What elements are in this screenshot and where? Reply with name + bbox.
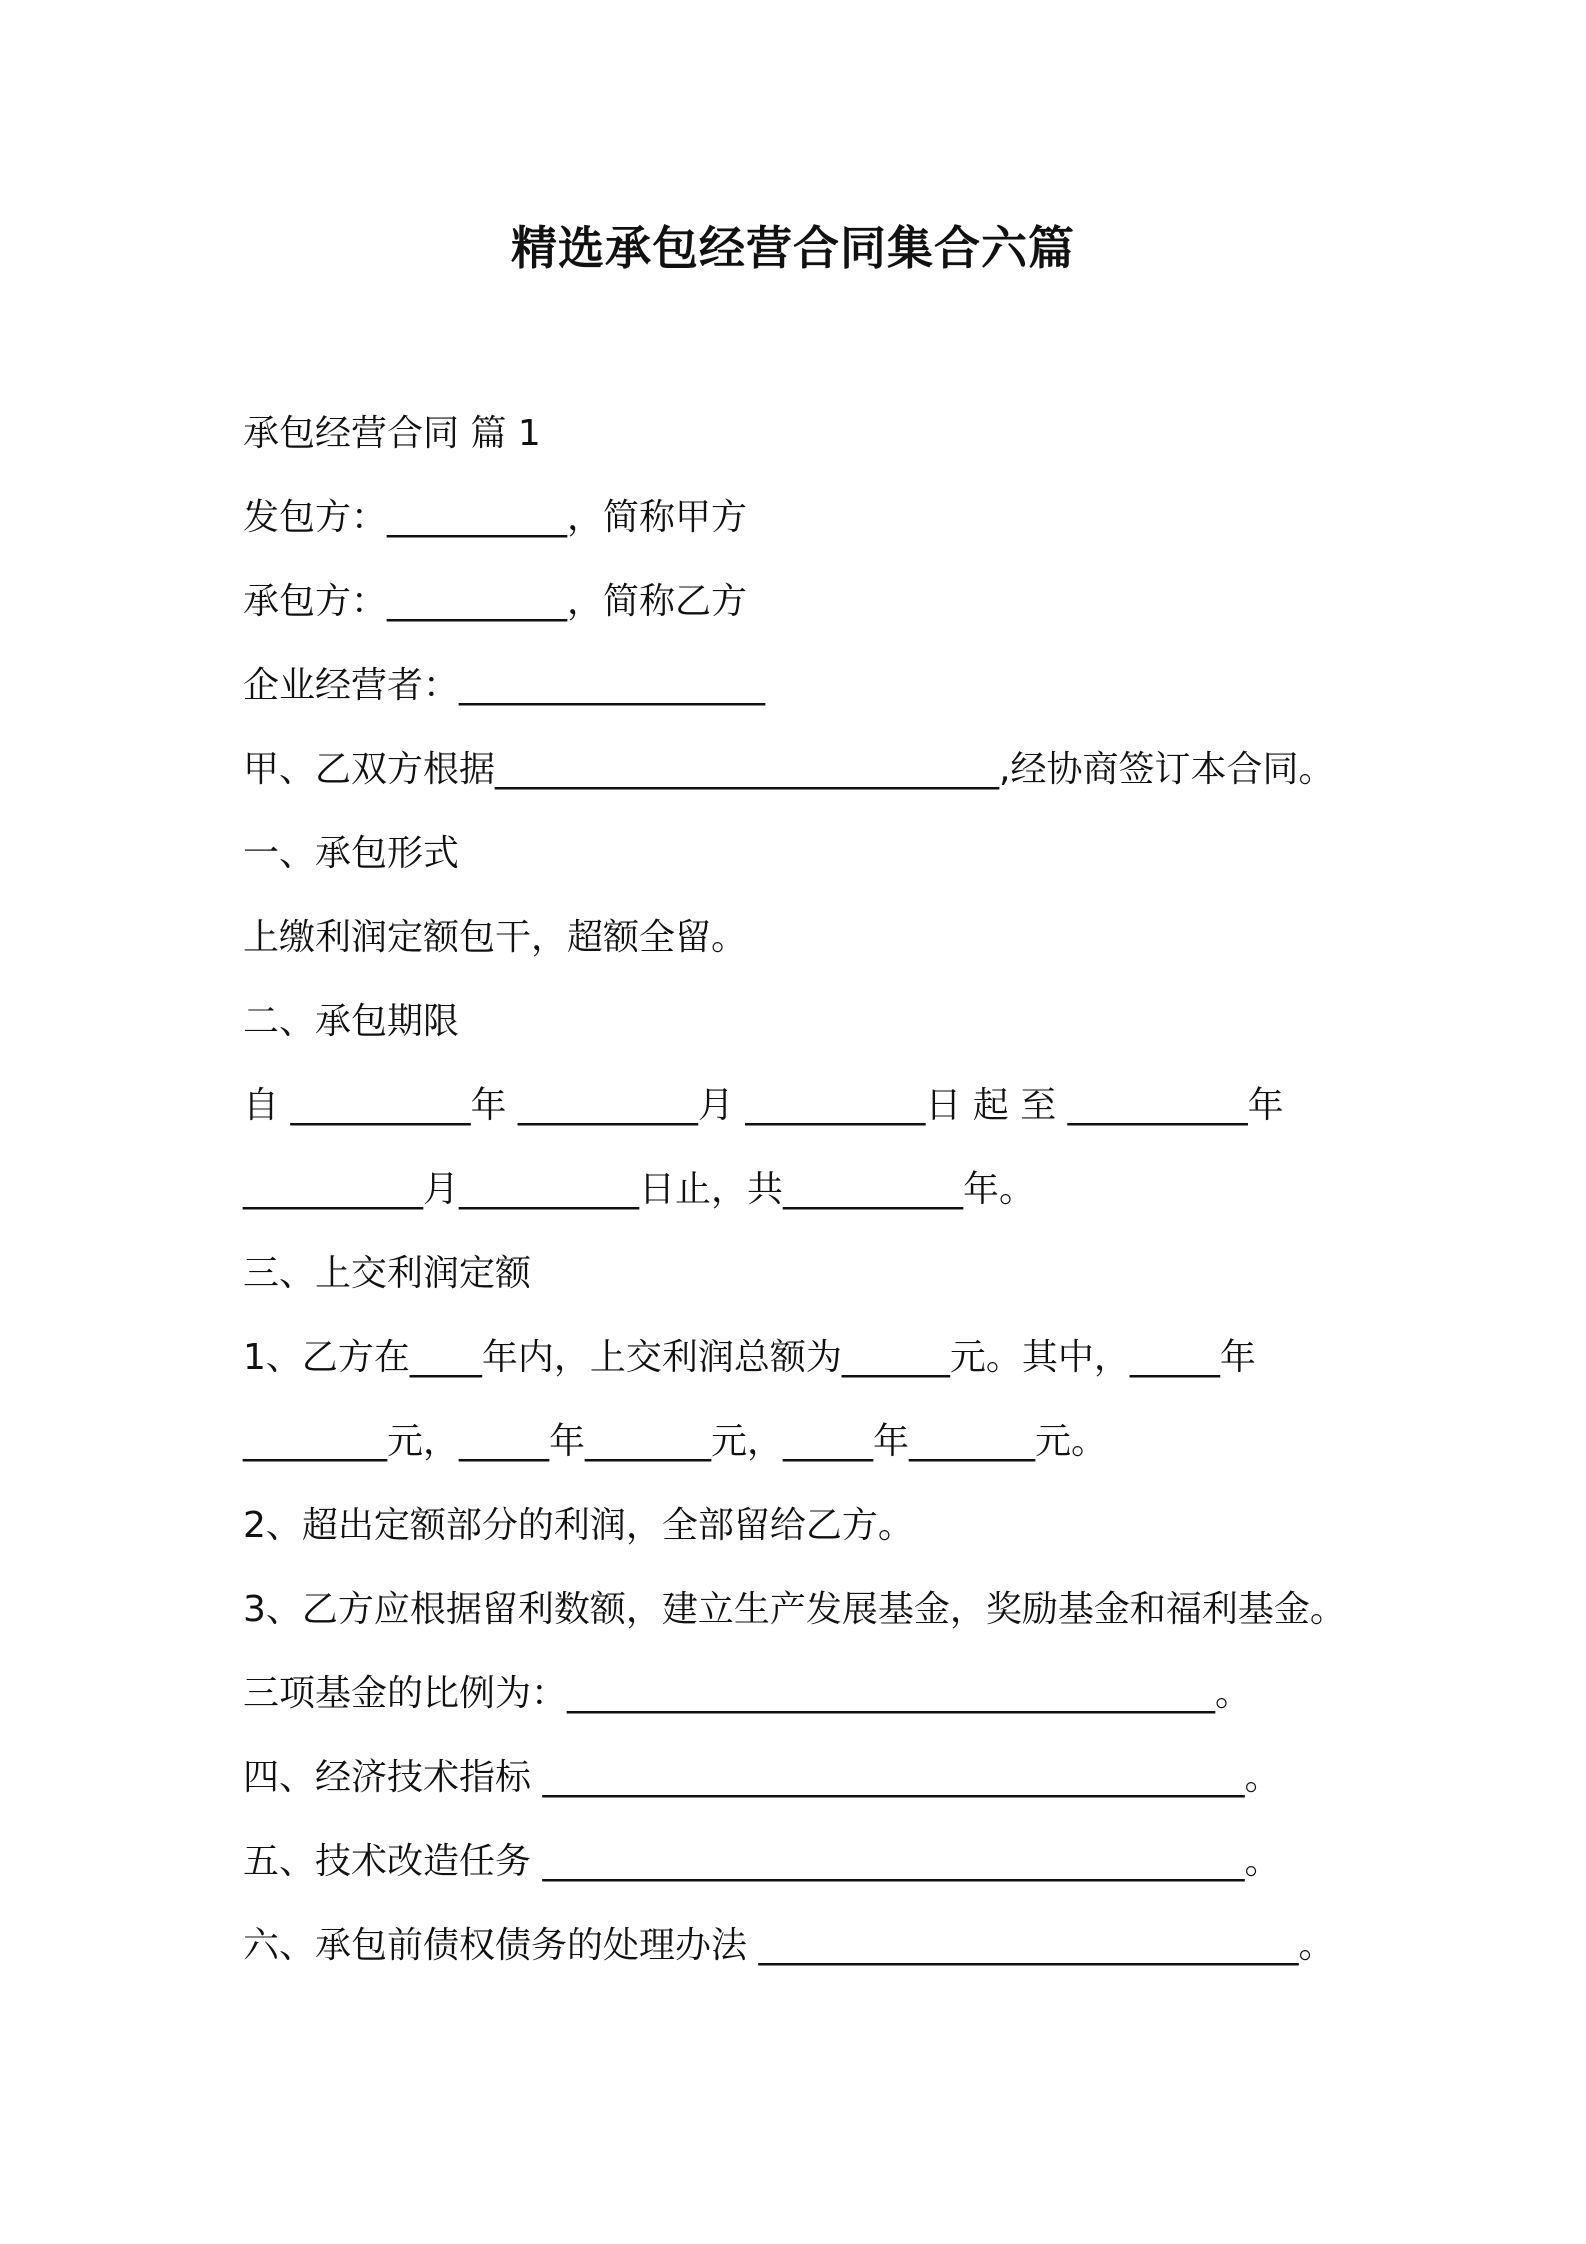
contract-line: 甲、乙双方根据____________________________,经协商签订本合同。 [243,749,1335,790]
contract-line: 1、乙方在____年内，上交利润总额为______元。其中，_____年 [243,1337,1256,1378]
section-heading: 承包经营合同 篇 1 [243,413,541,454]
contract-line: __________月__________日止，共__________年。 [243,1169,1036,1210]
contract-line: 承包方：__________，简称乙方 [243,581,748,622]
contract-line: 三项基金的比例为：____________________________________。 [243,1673,1252,1714]
contract-line: 上缴利润定额包干，超额全留。 [243,917,748,958]
document-title: 精选承包经营合同集合六篇 [511,221,1075,275]
contract-line: 发包方：__________，简称甲方 [243,497,748,538]
clause-heading: 三、上交利润定额 [243,1253,532,1294]
clause-heading: 二、承包期限 [243,1001,460,1042]
contract-line: 自 __________年 __________月 __________日 起 至 __________年 [243,1085,1284,1126]
contract-line: ________元，_____年_______元，_____年_______元。 [243,1421,1107,1462]
clause-heading: 一、承包形式 [243,833,460,874]
contract-line: 3、乙方应根据留利数额，建立生产发展基金，奖励基金和福利基金。 [243,1589,1346,1630]
contract-line: 2、超出定额部分的利润，全部留给乙方。 [243,1505,914,1546]
clause-heading: 五、技术改造任务 _______________________________________。 [243,1841,1281,1882]
clause-heading: 六、承包前债权债务的处理办法 ______________________________。 [243,1925,1335,1966]
clause-heading: 四、经济技术指标 _______________________________________。 [243,1757,1281,1798]
contract-line: 企业经营者：_________________ [243,665,766,706]
